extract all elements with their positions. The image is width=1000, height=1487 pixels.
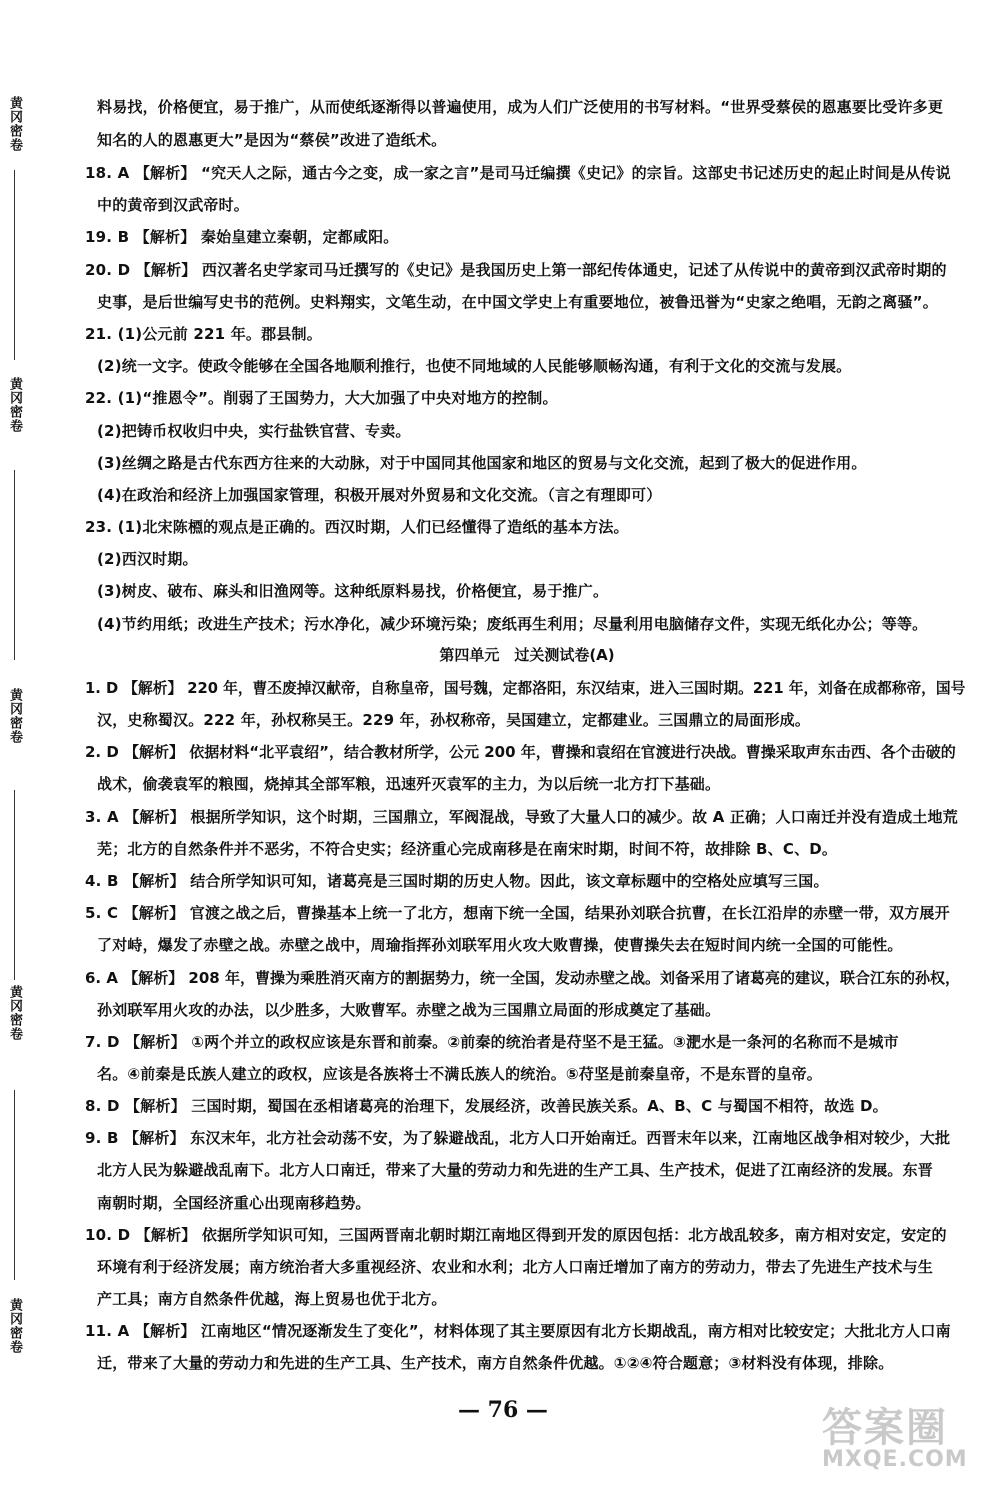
text-line: (2)把铸币权收归中央，实行盐铁官营、专卖。 [97,422,411,440]
text-line: (3)树皮、破布、麻头和旧渔网等。这种纸原料易找，价格便宜，易于推广。 [97,582,609,600]
answer-20: 20. D 【解析】 西汉著名史学家司马迁撰写的《史记》是我国历史上第一部纪传体通史，记述了从传说中的黄帝到汉武帝时期的 [85,261,947,279]
answer-6: 6. A 【解析】 208 年，曹操为乘胜消灭南方的割据势力，统一全国，发动赤壁之战。刘备采用了诸葛亮的建议，联合江东的孙权， [85,969,960,987]
text-line: 中的黄帝到汉武帝时。 [97,196,250,214]
answer-5: 5. C 【解析】 官渡之战之后，曹操基本上统一了北方，想南下统一全国，结果孙刘联合抗曹，在长江沿岸的赤壁一带，双方展开 [85,904,950,922]
watermark-title: 答案圈 [822,1405,948,1451]
text-line: (3)丝绸之路是古代东西方往来的大动脉，对于中国同其他国家和地区的贸易与文化交流，起到了极大的促进作用。 [97,454,867,472]
text-line: 孙刘联军用火攻的办法，以少胜多，大败曹军。赤壁之战为三国鼎立局面的形成奠定了基础。 [97,1001,721,1019]
side-divider-2 [14,470,15,660]
text-line: 产工具；南方自然条件优越，海上贸易也优于北方。 [97,1290,447,1308]
text-line: 了对峙，爆发了赤壁之战。赤壁之战中，周瑜指挥孙刘联军用火攻大败曹操，使曹操失去在短时间内统一全国的可能性。 [97,936,903,954]
answer-7: 7. D 【解析】 ①两个并立的政权应该是东晋和前秦。②前秦的统治者是苻坚不是王猛。③淝水是一条河的名称而不是城市 [85,1033,899,1051]
text-line: 料易找，价格便宜，易于推广，从而使纸逐渐得以普遍使用，成为人们广泛使用的书写材料。“世界受蔡侯的恩惠要比受许多更 [97,98,944,116]
answer-3: 3. A 【解析】 根据所学知识，这个时期，三国鼎立，军阀混战，导致了大量人口的减少。故 A 正确；人口南迁并没有造成土地荒 [85,808,958,826]
side-label-1: 黄冈密卷 [7,96,22,152]
side-divider-4 [14,1090,15,1280]
text-line: 知名的人的恩惠更大”是因为“蔡侯”改进了造纸术。 [97,131,447,149]
answer-19: 19. B 【解析】 秦始皇建立秦朝，定都咸阳。 [85,228,399,246]
text-line: 迁，带来了大量的劳动力和先进的生产工具、生产技术，南方自然条件优越。①②④符合题意；③材料没有体现，排除。 [97,1354,894,1372]
side-label-4: 黄冈密卷 [7,985,22,1041]
text-line: (2)统一文字。使政令能够在全国各地顺利推行，也使不同地域的人民能够顺畅沟通，有利于文化的交流与发展。 [97,357,852,375]
answer-4: 4. B 【解析】 结合所学知识可知，诸葛亮是三国时期的历史人物。因此，该文章标题中的空格处应填写三国。 [85,872,829,890]
side-divider-3 [14,790,15,980]
text-line: 北方人民为躲避战乱南下。北方人口南迁，带来了大量的劳动力和先进的生产工具、生产技术，促进了江南经济的发展。东晋 [97,1161,934,1179]
side-label-2: 黄冈密卷 [7,377,22,433]
answer-22: 22. (1)“推恩令”。削弱了王国势力，大大加强了中央对地方的控制。 [85,389,558,407]
text-line: 环境有利于经济发展；南方统治者大多重视经济、农业和水利；北方人口南迁增加了南方的劳动力，带去了先进生产技术与生 [97,1258,934,1276]
answer-10: 10. D 【解析】 依据所学知识可知，三国两晋南北朝时期江南地区得到开发的原因包括：北方战乱较多，南方相对安定，安定的 [85,1226,947,1244]
answer-9: 9. B 【解析】 东汉末年，北方社会动荡不安，为了躲避战乱，北方人口开始南迁。西晋末年以来，江南地区战争相对较少，大批 [85,1129,951,1147]
text-line: (4)节约用纸；改进生产技术；污水净化，减少环境污染；废纸再生利用；尽量利用电脑储存文件，实现无纸化办公；等等。 [97,615,928,633]
text-line: 芜；北方的自然条件并不恶劣，不符合史实；经济重心完成南移是在南宋时期，时间不符，故排除 B、C、D。 [97,840,838,858]
side-label-5: 黄冈密卷 [7,1298,22,1354]
text-line: (4)在政治和经济上加强国家管理，积极开展对外贸易和文化交流。（言之有理即可） [97,486,662,504]
text-line: 史事，是后世编写史书的范例。史料翔实，文笔生动，在中国文学史上有重要地位，被鲁迅誉为“史家之绝唱，无韵之离骚”。 [97,293,938,311]
answer-23: 23. (1)北宋陈槱的观点是正确的。西汉时期，人们已经懂得了造纸的基本方法。 [85,518,629,536]
watermark-url: MXQE.COM [822,1447,968,1472]
section-title: 第四单元 过关测试卷(A) [439,646,615,664]
watermark-logo [822,1405,984,1481]
text-line: 南朝时期，全国经济重心出现南移趋势。 [97,1194,371,1212]
answer-8: 8. D 【解析】 三国时期，蜀国在丞相诸葛亮的治理下，发展经济，改善民族关系。A、B、C 与蜀国不相符，故选 D。 [85,1097,888,1115]
text-line: 名。④前秦是氐族人建立的政权，应该是各族将士不满氐族人的统治。⑤苻坚是前秦皇帝，不是东晋的皇帝。 [97,1065,823,1083]
answer-11: 11. A 【解析】 江南地区“情况逐渐发生了变化”，材料体现了其主要原因有北方长期战乱，南方相对比较安定；大批北方人口南 [85,1322,951,1340]
text-line: (2)西汉时期。 [97,550,198,568]
answer-18: 18. A 【解析】 “究天人之际，通古今之变，成一家之言”是司马迁编撰《史记》的宗旨。这部史书记述历史的起止时间是从传说 [85,164,951,182]
side-divider-1 [14,170,15,360]
answer-1: 1. D 【解析】 220 年，曹丕废掉汉献帝，自称皇帝，国号魏，定都洛阳，东汉结束，进入三国时期。221 年，刘备在成都称帝，国号 [85,679,966,697]
side-label-3: 黄冈密卷 [7,688,22,744]
text-line: 战术，偷袭袁军的粮囤，烧掉其全部军粮，迅速歼灭袁军的主力，为以后统一北方打下基础。 [97,775,721,793]
answer-21: 21. (1)公元前 221 年。郡县制。 [85,325,322,343]
answer-2: 2. D 【解析】 依据材料“北平袁绍”，结合教材所学，公元 200 年，曹操和袁绍在官渡进行决战。曹操采取声东击西、各个击破的 [85,743,956,761]
page-number: — 76 — [458,1397,548,1423]
text-line: 汉，史称蜀汉。222 年，孙权称吴王。229 年，孙权称帝，吴国建立，定都建业。三国鼎立的局面形成。 [97,711,811,729]
left-margin-marks [0,0,30,1487]
